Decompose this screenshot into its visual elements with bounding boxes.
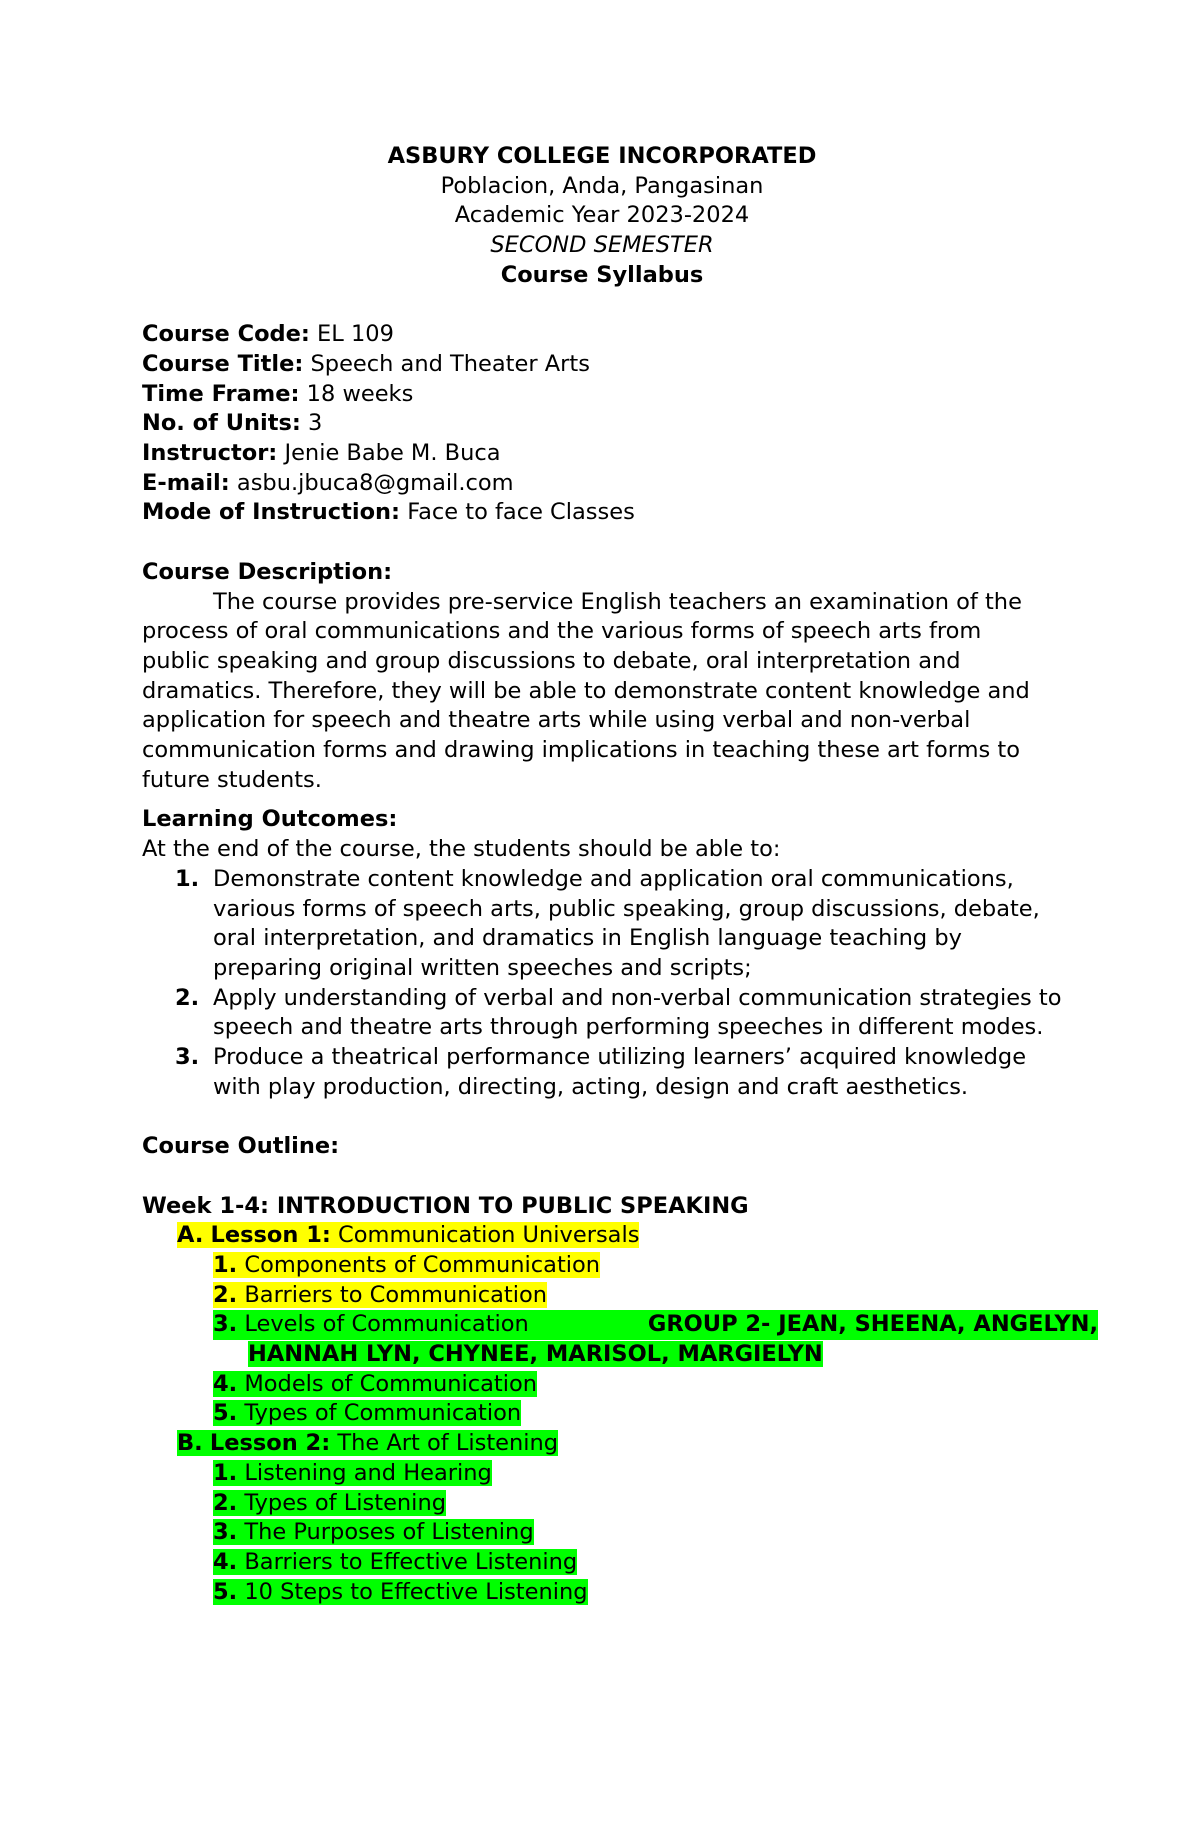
lesson-a-letter: A. [177, 1222, 204, 1249]
description-heading: Course Description: [142, 558, 393, 585]
lesson-b-highlight [177, 1430, 558, 1456]
topic-number: 3. [213, 1519, 238, 1546]
topic-highlight [213, 1460, 492, 1486]
email-label: E-mail: [142, 469, 230, 496]
spacer [142, 1162, 1062, 1192]
topic-number: 2. [213, 1281, 238, 1308]
units-value: 3 [300, 410, 323, 437]
lesson-b [142, 1429, 1062, 1459]
time-frame-label: Time Frame: [142, 380, 300, 407]
outcome-text: Apply understanding of verbal and non-verbal communication strategies to speech and theatre arts through performing speeches in different modes. [213, 984, 1062, 1041]
topic-text: Levels of Communication [244, 1311, 529, 1338]
semester: SECOND SEMESTER [490, 232, 714, 259]
spacer [142, 528, 1062, 558]
topic-highlight [213, 1549, 577, 1575]
topic-highlight [213, 1310, 1098, 1340]
lesson-a-topic-5 [142, 1399, 1062, 1429]
lesson-b-topic-1 [142, 1459, 1062, 1489]
outcomes-intro: At the end of the course, the students should be able to: [142, 836, 781, 863]
topic-text: The Purposes of Listening [244, 1519, 534, 1546]
lesson-b-topic-2 [142, 1489, 1062, 1519]
topic-number: 5. [213, 1578, 238, 1605]
course-code-label: Course Code: [142, 321, 310, 348]
topic-text: Barriers to Communication [244, 1281, 547, 1308]
mode-value: Face to face Classes [400, 499, 635, 526]
outcomes-heading: Learning Outcomes: [142, 806, 398, 833]
email [142, 469, 1062, 499]
document-title: Course Syllabus [500, 261, 704, 288]
lesson-a-title: Communication Universals [330, 1222, 640, 1249]
lesson-b-letter: B. [177, 1430, 203, 1457]
outline-heading: Course Outline: [142, 1133, 340, 1160]
topic-text: Types of Communication [244, 1400, 522, 1427]
time-frame-value: 18 weeks [299, 380, 414, 407]
week-heading: Week 1-4: INTRODUCTION TO PUBLIC SPEAKING [142, 1192, 749, 1219]
course-title-value: Speech and Theater Arts [303, 350, 590, 377]
topic-number: 1. [213, 1459, 238, 1486]
lesson-b-title: The Art of Listening [330, 1430, 559, 1457]
topic-text: Listening and Hearing [244, 1459, 492, 1486]
spacer [142, 291, 1062, 321]
course-code [142, 320, 1062, 350]
topic-highlight [213, 1519, 534, 1545]
group-assignment-continued: HANNAH LYN, CHYNEE, MARISOL, MARGIELYN [248, 1341, 823, 1368]
lesson-a-topic-1 [142, 1251, 1062, 1281]
spacer [142, 1102, 1062, 1132]
topic-number: 5. [213, 1400, 238, 1427]
units-label: No. of Units: [142, 410, 301, 437]
topic-3-left [213, 1310, 529, 1340]
course-title-label: Course Title: [142, 350, 304, 377]
outcome-number: 2. [175, 984, 200, 1011]
topic-highlight [213, 1252, 600, 1278]
group-assignment: GROUP 2- JEAN, SHEENA, ANGELYN, [647, 1311, 1098, 1338]
lesson-b-topic-5 [142, 1578, 1062, 1608]
lesson-a-highlight [177, 1222, 639, 1248]
topic-number: 1. [213, 1251, 238, 1278]
email-value: asbu.jbuca8@gmail.com [229, 469, 514, 496]
topic-text: Models of Communication [244, 1370, 537, 1397]
topic-3-line-1 [213, 1310, 1098, 1340]
topic-highlight [213, 1371, 537, 1397]
outcome-item [142, 1043, 1062, 1102]
mode-of-instruction [142, 498, 1062, 528]
topic-highlight [213, 1490, 446, 1516]
topic-3-block [178, 1310, 1098, 1369]
topic-highlight [213, 1579, 588, 1605]
outcome-text: Demonstrate content knowledge and application oral communications, various forms of speech arts, public speaking, group discussions, debate, oral interpretation, and dramatics in English language teaching by preparing original written speeches and scripts; [213, 865, 1040, 981]
lesson-a-label: Lesson 1: [210, 1222, 331, 1249]
description-text: The course provides pre-service English teachers an examination of the process of oral communications and the various forms of speech arts from public speaking and group discussions to debate, oral interpretation and dramatics. Therefore, they will be able to demonstrate content knowledge and application for speech and theatre arts while using verbal and non-verbal communication forms and drawing implications in teaching these art forms to future students. [142, 588, 1030, 793]
lesson-a-topic-4 [142, 1370, 1062, 1400]
lesson-a [142, 1221, 1062, 1251]
topic-number: 4. [213, 1548, 238, 1575]
course-code-value: EL 109 [309, 321, 394, 348]
lesson-a-topic-2 [142, 1281, 1062, 1311]
topic-text: Barriers to Effective Listening [244, 1548, 578, 1575]
lesson-a-topic-3 [142, 1310, 1098, 1369]
instructor-label: Instructor: [142, 440, 278, 467]
outcomes-list [142, 865, 1062, 1103]
topic-number: 3. [213, 1311, 238, 1338]
syllabus-page [142, 142, 1098, 1607]
topic-3-line-2 [213, 1340, 1062, 1370]
topic-number: 4. [213, 1370, 238, 1397]
lesson-b-topic-3 [142, 1518, 1062, 1548]
institution-address: Poblacion, Anda, Pangasinan [440, 172, 764, 199]
time-frame [142, 380, 1062, 410]
outcome-number: 1. [175, 865, 200, 892]
units [142, 409, 1062, 439]
course-title [142, 350, 1062, 380]
outcome-text: Produce a theatrical performance utilizing learners’ acquired knowledge with play production, directing, acting, design and craft aesthetics. [213, 1044, 1027, 1100]
spacer [142, 795, 1062, 805]
topic-text: 10 Steps to Effective Listening [244, 1578, 588, 1605]
institution-name: ASBURY COLLEGE INCORPORATED [387, 143, 817, 169]
instructor-value: Jenie Babe M. Buca [277, 440, 501, 467]
lesson-b-topic-4 [142, 1548, 1062, 1578]
topic-number: 2. [213, 1489, 238, 1516]
topic-text: Types of Listening [244, 1489, 446, 1516]
outcome-number: 3. [175, 1044, 200, 1071]
topic-highlight [213, 1400, 521, 1426]
instructor [142, 439, 1062, 469]
academic-year: Academic Year 2023-2024 [454, 202, 750, 229]
topic-highlight [213, 1282, 547, 1308]
outcome-item [142, 865, 1062, 984]
outcome-item [142, 984, 1062, 1043]
lesson-b-label: Lesson 2: [209, 1430, 331, 1457]
topic-text: Components of Communication [244, 1251, 601, 1278]
mode-label: Mode of Instruction: [142, 499, 401, 526]
